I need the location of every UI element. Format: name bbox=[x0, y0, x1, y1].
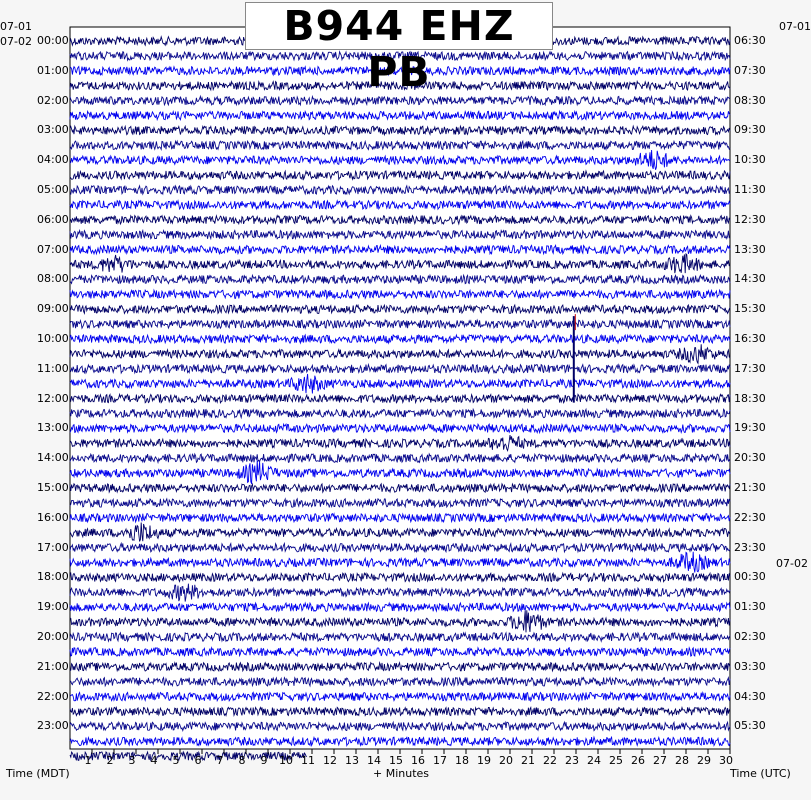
x-tick-label: 17 bbox=[433, 754, 447, 767]
x-tick-label: 14 bbox=[367, 754, 381, 767]
right-hour-label: 12:30 bbox=[734, 212, 766, 226]
right-hour-label: 15:30 bbox=[734, 302, 766, 316]
right-hour-label: 13:30 bbox=[734, 242, 766, 256]
x-tick-label: 30 bbox=[719, 754, 733, 767]
title-box bbox=[245, 2, 553, 96]
left-hour-label: 06:00 bbox=[37, 212, 69, 226]
left-hour-label: 09:00 bbox=[37, 302, 69, 316]
right-hour-label: 00:30 bbox=[734, 570, 766, 584]
x-tick-label: 4 bbox=[150, 754, 158, 767]
left-hour-label: 21:00 bbox=[37, 659, 69, 673]
x-tick-label: 11 bbox=[301, 754, 315, 767]
x-tick-label: 27 bbox=[653, 754, 667, 767]
left-hour-label: 11:00 bbox=[37, 361, 69, 375]
left-hour-label: 20:00 bbox=[37, 630, 69, 643]
chart-title: B944 EHZ PB bbox=[283, 2, 515, 96]
right-hour-label: 19:30 bbox=[734, 421, 766, 435]
left-start-date: 07-01 bbox=[0, 20, 32, 33]
left-hour-label: 07:00 bbox=[37, 242, 69, 256]
left-hour-label: 00:00 bbox=[37, 34, 69, 47]
right-hour-label: 10:30 bbox=[734, 153, 766, 167]
x-tick-label: 10 bbox=[279, 754, 293, 767]
right-hour-label: 04:30 bbox=[734, 689, 766, 703]
right-hour-label: 11:30 bbox=[734, 183, 766, 196]
x-tick-label: 2 bbox=[106, 754, 114, 767]
left-hour-label: 04:00 bbox=[37, 153, 69, 167]
left-hour-label: 19:00 bbox=[37, 600, 69, 614]
right-hour-label: 20:30 bbox=[734, 451, 766, 465]
x-axis-label: + Minutes bbox=[373, 767, 430, 780]
x-tick-label: 7 bbox=[216, 754, 224, 767]
x-tick-label: 15 bbox=[389, 754, 403, 767]
right-hour-label: 07:30 bbox=[734, 63, 766, 77]
plot-area bbox=[70, 27, 730, 749]
left-hour-label: 23:00 bbox=[37, 719, 69, 733]
x-left-axis-label: Time (MDT) bbox=[6, 767, 70, 780]
left-hour-label: 18:00 bbox=[37, 570, 69, 584]
right-hour-label: 08:30 bbox=[734, 93, 766, 107]
x-axis-ticks bbox=[85, 749, 734, 767]
right-hour-label: 03:30 bbox=[734, 659, 766, 673]
x-tick-label: 25 bbox=[609, 754, 623, 767]
x-tick-label: 23 bbox=[565, 754, 579, 767]
x-tick-label: 20 bbox=[499, 754, 513, 767]
right-hour-label: 05:30 bbox=[734, 719, 766, 733]
right-start-date: 07-01 bbox=[779, 20, 811, 33]
x-tick-label: 13 bbox=[345, 754, 359, 767]
left-hour-label: 22:00 bbox=[37, 689, 69, 703]
left-hour-label: 05:00 bbox=[37, 183, 69, 196]
right-hour-label: 14:30 bbox=[734, 272, 766, 286]
x-tick-label: 18 bbox=[455, 754, 469, 767]
x-tick-label: 16 bbox=[411, 754, 425, 767]
right-hour-label: 01:30 bbox=[734, 600, 766, 614]
x-right-axis-label: Time (UTC) bbox=[730, 767, 791, 780]
left-hour-label: 13:00 bbox=[37, 421, 69, 435]
left-hour-label: 17:00 bbox=[37, 540, 69, 554]
right-hour-label: 02:30 bbox=[734, 630, 766, 643]
right-second-date: 07-02 bbox=[776, 557, 808, 570]
right-hour-label: 16:30 bbox=[734, 332, 766, 345]
right-hour-label: 18:30 bbox=[734, 391, 766, 405]
x-tick-label: 12 bbox=[323, 754, 337, 767]
left-hour-label: 08:00 bbox=[37, 272, 69, 286]
right-hour-label: 23:30 bbox=[734, 540, 766, 554]
x-tick-label: 21 bbox=[521, 754, 535, 767]
right-hour-label: 22:30 bbox=[734, 510, 766, 524]
x-tick-label: 19 bbox=[477, 754, 491, 767]
x-tick-label: 29 bbox=[697, 754, 711, 767]
x-tick-label: 6 bbox=[194, 754, 202, 767]
x-tick-label: 3 bbox=[128, 754, 136, 767]
left-hour-label: 12:00 bbox=[37, 391, 69, 405]
x-tick-label: 28 bbox=[675, 754, 689, 767]
left-hour-label: 01:00 bbox=[37, 63, 69, 77]
right-hour-label: 21:30 bbox=[734, 481, 766, 494]
right-hour-label: 06:30 bbox=[734, 34, 766, 47]
right-hour-label: 17:30 bbox=[734, 361, 766, 375]
x-tick-label: 9 bbox=[260, 754, 268, 767]
left-hour-label: 02:00 bbox=[37, 93, 69, 107]
x-tick-label: 5 bbox=[172, 754, 180, 767]
left-second-date: 07-02 bbox=[0, 35, 32, 48]
x-tick-label: 8 bbox=[238, 754, 246, 767]
x-tick-label: 26 bbox=[631, 754, 645, 767]
left-hour-label: 15:00 bbox=[37, 481, 69, 494]
left-hour-label: 03:00 bbox=[37, 123, 69, 137]
left-hour-label: 10:00 bbox=[37, 332, 69, 345]
left-hour-label: 16:00 bbox=[37, 510, 69, 524]
left-hour-label: 14:00 bbox=[37, 451, 69, 465]
right-hour-label: 09:30 bbox=[734, 123, 766, 137]
x-tick-label: 1 bbox=[84, 754, 92, 767]
x-tick-label: 22 bbox=[543, 754, 557, 767]
x-tick-label: 24 bbox=[587, 754, 601, 767]
